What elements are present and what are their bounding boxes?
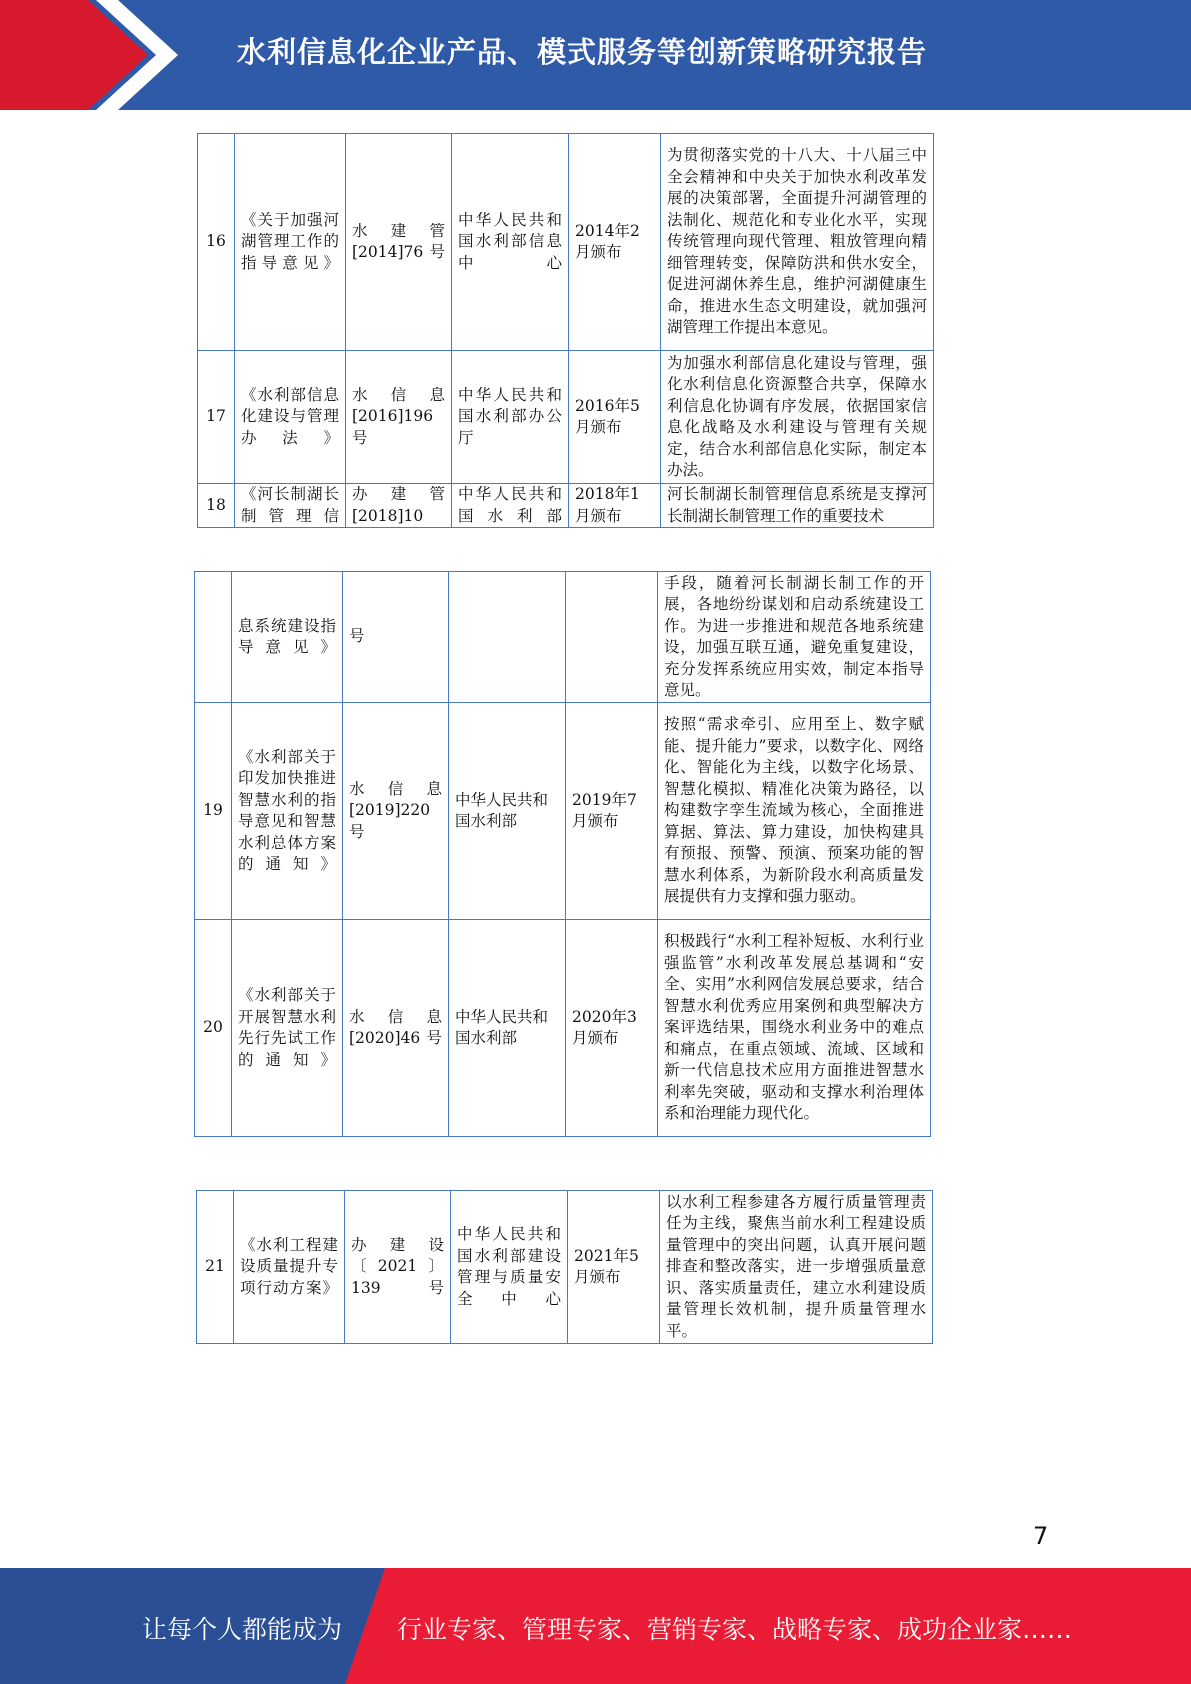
policy-name: 《水利部信息化建设与管理办法》 xyxy=(235,351,346,484)
policy-name: 《水利部关于印发加快推进智慧水利的指导意见和智慧水利总体方案的通知》 xyxy=(232,703,343,920)
page-number: 7 xyxy=(1033,1522,1049,1550)
row-number: 21 xyxy=(197,1191,234,1344)
description: 河长制湖长制管理信息系统是支撑河长制湖长制管理工作的重要技术 xyxy=(661,484,934,528)
footer-slogan-left: 让每个人都能成为 xyxy=(142,1615,343,1644)
table-row xyxy=(198,134,934,351)
table-row xyxy=(195,703,931,920)
table-row xyxy=(195,920,931,1137)
description: 为加强水利部信息化建设与管理，强化水利信息化资源整合共享，保障水利信息化协调有序发展，依据国家信息化战略及水利建设与管理有关规定，结合水利部信息化实际，制定本办法。 xyxy=(661,351,934,484)
description: 为贯彻落实党的十八大、十八届三中全会精神和中央关于加快水利改革发展的决策部署，全面提升河湖管理的法制化、规范化和专业化水平，实现传统管理向现代管理、粗放管理向精细管理转变，保障防洪和供水安全，促进河湖休养生息，维护河湖健康生命，推进水生态文明建设，就加强河湖管理工作提出本意见。 xyxy=(661,134,934,351)
document-number: 水建管[2014]76号 xyxy=(346,134,452,351)
table-row xyxy=(198,351,934,484)
issuer-continued xyxy=(449,572,566,703)
table-row xyxy=(198,484,934,528)
document-number: 水信息[2020]46号 xyxy=(343,920,449,1137)
issuer: 中华人民共和国水利部 xyxy=(452,484,569,528)
table-row xyxy=(195,572,931,703)
document-number: 办建设〔2021〕139号 xyxy=(345,1191,451,1344)
description: 手段，随着河长制湖长制工作的开展，各地纷纷谋划和启动系统建设工作。为进一步推进和规范各地系统建设，加强互联互通，避免重复建设，充分发挥系统应用实效，制定本指导意见。 xyxy=(658,572,931,703)
issue-date: 2016年5月颁布 xyxy=(569,351,661,484)
issuer: 中华人民共和国水利部 xyxy=(449,703,566,920)
issue-date: 2014年2月颁布 xyxy=(569,134,661,351)
issue-date: 2020年3月颁布 xyxy=(566,920,658,1137)
issuer: 中华人民共和国水利部信息中心 xyxy=(452,134,569,351)
row-number-continued xyxy=(195,572,232,703)
policy-table-part2 xyxy=(194,571,931,1137)
description: 以水利工程参建各方履行质量管理责任为主线，聚焦当前水利工程建设质量管理中的突出问题，认真开展问题排查和整改落实，进一步增强质量意识、落实质量责任，建立水利建设质量管理长效机制，提升质量管理水平。 xyxy=(660,1191,933,1344)
row-number: 20 xyxy=(195,920,232,1137)
policy-name: 《水利工程建设质量提升专项行动方案》 xyxy=(234,1191,345,1344)
table-row xyxy=(197,1191,933,1344)
issue-date: 2019年7月颁布 xyxy=(566,703,658,920)
header-title: 水利信息化企业产品、模式服务等创新策略研究报告 xyxy=(237,35,928,69)
issuer: 中华人民共和国水利部办公厅 xyxy=(452,351,569,484)
issuer: 中华人民共和国水利部建设管理与质量安全中心 xyxy=(451,1191,568,1344)
policy-name: 息系统建设指导意见》 xyxy=(232,572,343,703)
policy-table-part1 xyxy=(197,133,934,528)
row-number: 16 xyxy=(198,134,235,351)
issue-date-continued xyxy=(566,572,658,703)
row-number: 17 xyxy=(198,351,235,484)
row-number: 18 xyxy=(198,484,235,528)
issue-date: 2021年5月颁布 xyxy=(568,1191,660,1344)
issuer: 中华人民共和国水利部 xyxy=(449,920,566,1137)
description: 积极践行“水利工程补短板、水利行业强监管”水利改革发展总基调和“安全、实用”水利网信发展总要求，结合智慧水利优秀应用案例和典型解决方案评选结果，围绕水利业务中的难点和痛点，在重点领域、流域、区域和新一代信息技术应用方面推进智慧水利率先突破，驱动和支撑水利治理体系和治理能力现代化。 xyxy=(658,920,931,1137)
policy-name: 《河长制湖长制管理信 xyxy=(235,484,346,528)
policy-name: 《水利部关于开展智慧水利先行先试工作的通知》 xyxy=(232,920,343,1137)
document-number: 水信息[2016]196号 xyxy=(346,351,452,484)
page-header xyxy=(0,0,1191,110)
footer-slogan-right: 行业专家、管理专家、营销专家、战略专家、成功企业家…… xyxy=(397,1615,1073,1644)
document-number: 水信息[2019]220号 xyxy=(343,703,449,920)
policy-table-part3 xyxy=(196,1190,933,1344)
description: 按照“需求牵引、应用至上、数字赋能、提升能力”要求，以数字化、网络化、智能化为主线，以数字化场景、智慧化模拟、精准化决策为路径，以构建数字孪生流域为核心，全面推进算据、算法、算力建设，加快构建具有预报、预警、预演、预案功能的智慧水利体系，为新阶段水利高质量发展提供有力支撑和强力驱动。 xyxy=(658,703,931,920)
page-footer xyxy=(0,1568,1191,1684)
document-number: 号 xyxy=(343,572,449,703)
document-number: 办建管[2018]10 xyxy=(346,484,452,528)
row-number: 19 xyxy=(195,703,232,920)
policy-name: 《关于加强河湖管理工作的指导意见》 xyxy=(235,134,346,351)
issue-date: 2018年1月颁布 xyxy=(569,484,661,528)
